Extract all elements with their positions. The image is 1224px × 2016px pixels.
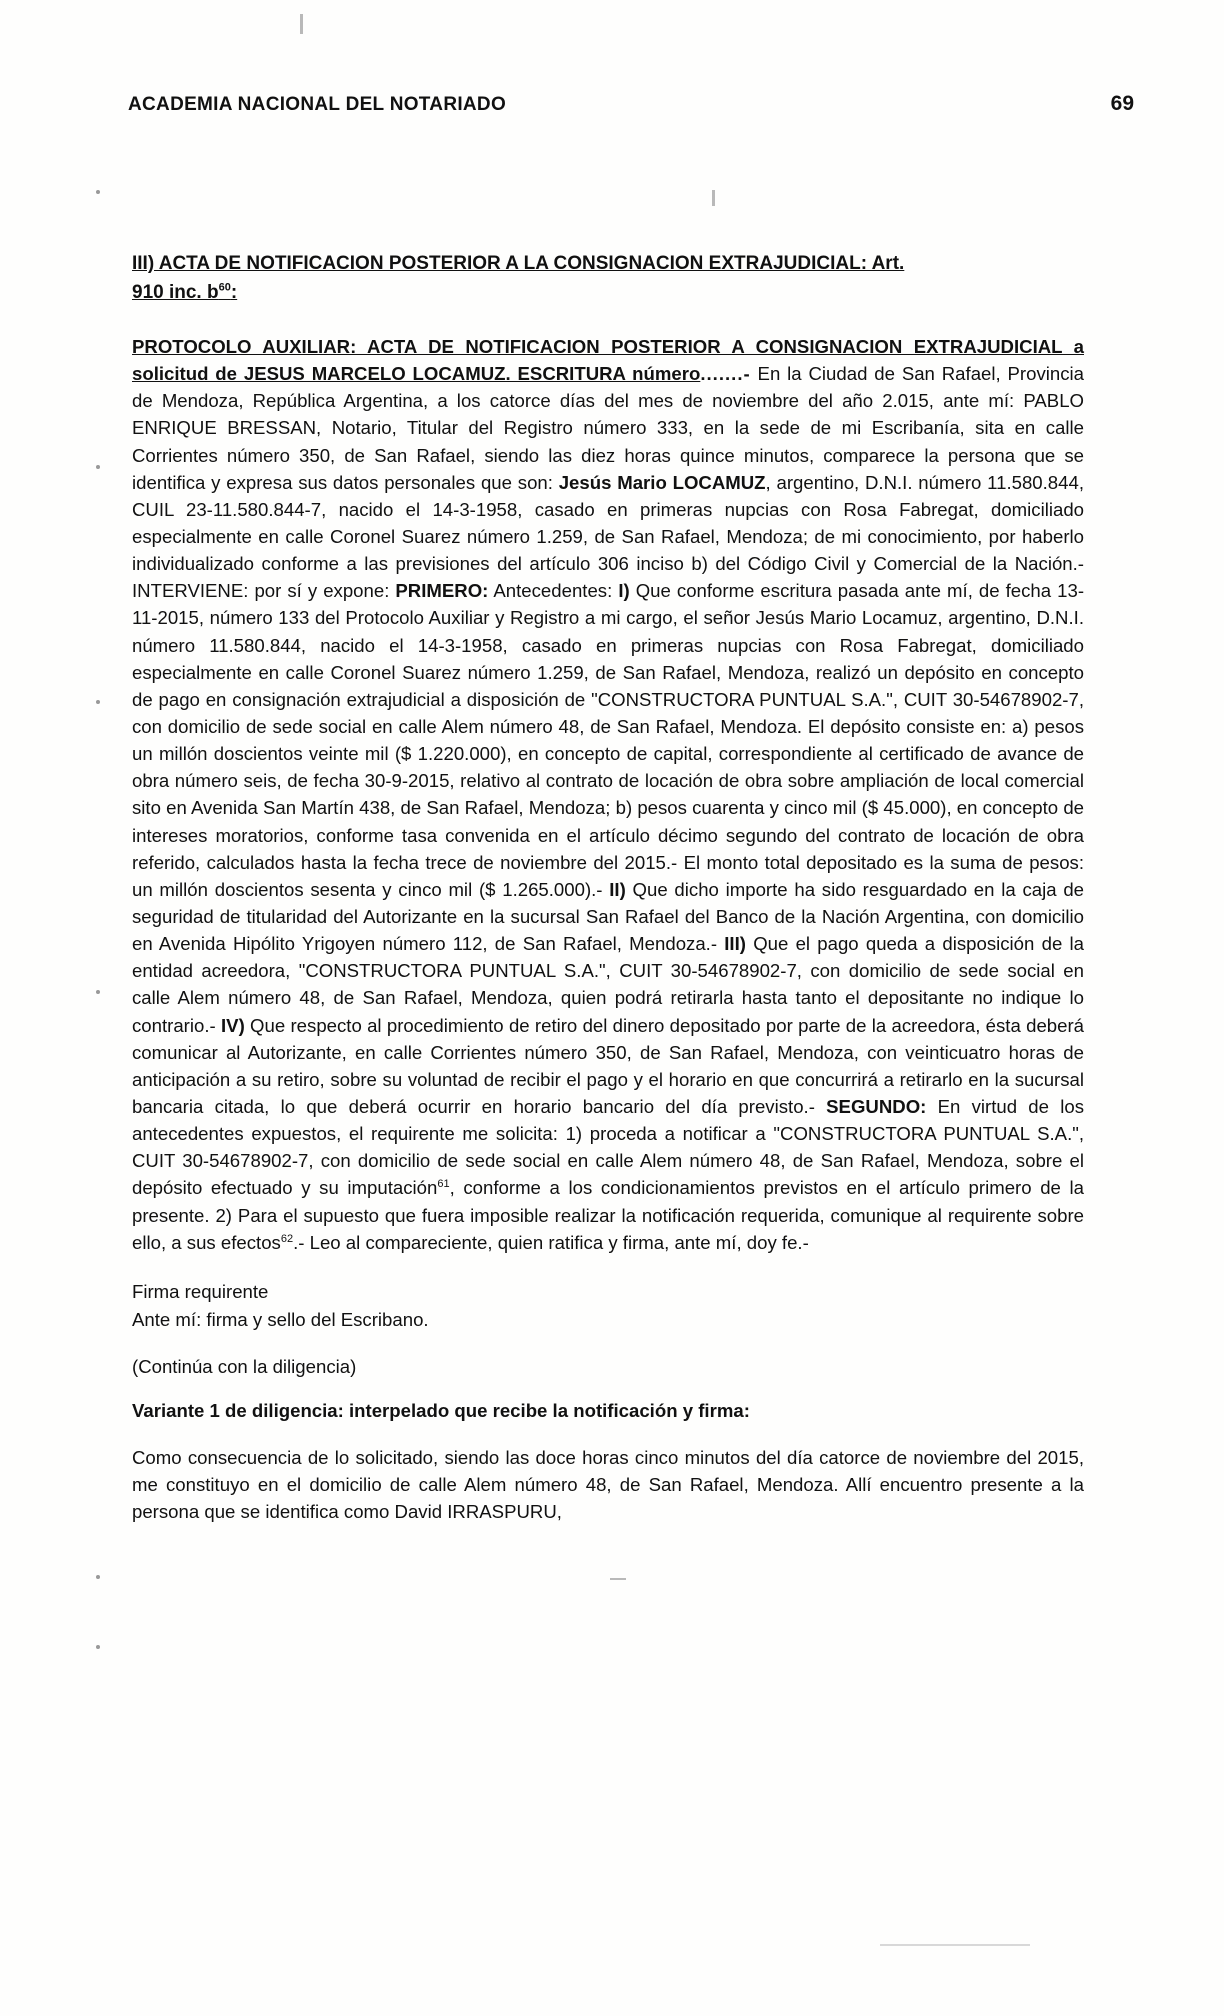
- body-text-8: En virtud de los antecedentes expuestos, el requirente me solicita: 1) proceda a notificar a "CONSTRUCTORA PUNTUAL S.A.", CUIT 30-54678902-7, con domicilio de sede social en calle Alem número 48, de San Rafael, Mendoza, sobre el depósito efectuado y su imputación: [132, 1095, 1085, 1199]
- item-i-label: I): [618, 580, 630, 602]
- section-heading-line1: III) ACTA DE NOTIFICACION POSTERIOR A LA CONSIGNACION EXTRAJUDICIAL: Art.: [132, 253, 905, 274]
- section-heading: [132, 250, 1084, 307]
- continuation-note: (Continúa con la diligencia): [132, 1355, 357, 1377]
- scan-speck: [712, 190, 715, 206]
- protocol-lead: PROTOCOLO AUXILIAR: ACTA DE NOTIFICACION POSTERIOR A CONSIGNACION EXTRAJUDICIAL a solicitud de JESUS MARCELO LOCAMUZ. ESCRITURA número: [132, 336, 1084, 385]
- body-text-1: En la Ciudad de San Rafael, Provincia de Mendoza, República Argentina, a los catorce días del mes de noviembre del año 2.015, ante mí: PABLO ENRIQUE BRESSAN, Notario, Titular del Registro número 333, en la sede de mi Escribanía, sita en calle Corrientes número 350, de San Rafael, siendo las diez horas quince minutos, comparece la persona que se identifica y expresa sus datos personales que son:: [132, 363, 1084, 493]
- margin-speck: [96, 700, 100, 704]
- page-header: [128, 92, 1134, 116]
- header-title: ACADEMIA NACIONAL DEL NOTARIADO: [128, 94, 507, 115]
- section-heading-line2: 910 inc. b: [132, 281, 219, 303]
- section-heading-colon: :: [230, 281, 238, 303]
- page-number: 69: [1110, 92, 1134, 115]
- body-text-6: Que el pago queda a disposición de la entidad acreedora, "CONSTRUCTORA PUNTUAL S.A.", CUIT 30-54678902-7, con domicilio de sede social en calle Alem número 48, de San Rafael, Mendoza, quien podrá retirarla hasta tanto el depositante no indique lo contrario.-: [132, 933, 1084, 1036]
- scan-speck-bottom: [880, 1944, 1030, 1946]
- signature-line-escribano: Ante mí: firma y sello del Escribano.: [132, 1308, 429, 1330]
- body-text-2: , argentino, D.N.I. número 11.580.844, CUIL 23-11.580.844-7, nacido el 14-3-1958, casado en primeras nupcias con Rosa Fabregat, domiciliado especialmente en calle Coronel Suarez número 1.259, de San Rafael, Mendoza; de mi conocimiento, por haberlo individualizado conforme a las previsiones del artículo 306 inciso b) del Código Civil y Comercial de la Nación.- INTERVIENE: por sí y expone:: [132, 471, 1084, 602]
- scan-speck: [300, 14, 303, 34]
- section-heading-footnote: 60: [218, 281, 231, 294]
- body-text-4: Que conforme escritura pasada ante mí, de fecha 13-11-2015, número 133 del Protocolo Auxiliar y Registro a mi cargo, el señor Jesús Mario Locamuz, argentino, D.N.I. número 11.580.844, nacido el 14-3-1958, casado en primeras nupcias con Rosa Fabregat, domiciliado especialmente en calle Coronel Suarez número 1.259, de San Rafael, Mendoza, realizó un depósito en concepto de pago en consignación extrajudicial a disposición de "CONSTRUCTORA PUNTUAL S.A.", CUIT 30-54678902-7, con domicilio de sede social en calle Alem número 48, de San Rafael, Mendoza. El depósito consiste en: a) pesos un millón doscientos veinte mil ($ 1.220.000), en concepto de capital, correspondiente al certificado de avance de obra número seis, de fecha 30-9-2015, relativo al contrato de locación de obra sobre ampliación de local comercial sito en Avenida San Martín 438, de San Rafael, Mendoza; b) pesos cuarenta y cinco mil ($ 45.000), en concepto de intereses moratorios, conforme tasa convenida en el artículo décimo segundo del contrato de locación de obra referido, calculados hasta la fecha trece de noviembre del 2015.- El monto total depositado es la suma de pesos: un millón doscientos sesenta y cinco mil ($ 1.265.000).-: [132, 580, 1085, 900]
- item-ii-label: II): [609, 878, 626, 900]
- footnote-ref-62: 62: [280, 1232, 294, 1245]
- variant-text: Como consecuencia de lo solicitado, siendo las doce horas cinco minutos del día catorce de noviembre del 2015, me constituyo en el domicilio de calle Alem número 48, de San Rafael, Mendoza. Allí encuentro presente a la persona que se identifica como David IRRASPURU,: [132, 1446, 1084, 1522]
- signature-block: [132, 1278, 1084, 1334]
- clause-primero-label: PRIMERO:: [395, 580, 489, 602]
- footnote-ref-61: 61: [437, 1178, 450, 1191]
- body-text-9: , conforme a los condicionamientos previstos en el artículo primero de la presente. 2) Para el supuesto que fuera imposible realizar la notificación requerida, comunique al requirente sobre ello, a sus efectos: [132, 1177, 1084, 1253]
- clause-segundo-label: SEGUNDO:: [826, 1095, 927, 1117]
- body-text-3: Antecedentes:: [488, 580, 619, 602]
- body-text-10: .- Leo al compareciente, quien ratifica y firma, ante mí, doy fe.-: [293, 1231, 809, 1253]
- body-text-7: Que respecto al procedimiento de retiro del dinero depositado por parte de la acreedora, ésta deberá comunicar al Autorizante, en calle Corrientes número 350, de San Rafael, Mendoza, con veinticuatro horas de anticipación a su retiro, sobre su voluntad de recibir el pago y el horario en que concurrirá a retirarlo en la sucursal bancaria citada, lo que deberá ocurrir en horario bancario del día previsto.-: [132, 1014, 1084, 1117]
- margin-speck: [96, 465, 100, 469]
- appearing-party-name: Jesús Mario LOCAMUZ: [558, 471, 766, 493]
- signature-line-requirente: Firma requirente: [132, 1280, 269, 1302]
- margin-speck: [96, 190, 100, 194]
- margin-speck: [96, 990, 100, 994]
- document-body: [132, 250, 1084, 1525]
- escritura-number-blank: .......-: [700, 363, 751, 385]
- body-text-5: Que dicho importe ha sido resguardado en la caja de seguridad de titularidad del Autorizante en la sucursal San Rafael del Banco de la Nación Argentina, con domicilio en Avenida Hipólito Yrigoyen número 112, de San Rafael, Mendoza.-: [132, 878, 1084, 955]
- item-iv-label: IV): [221, 1014, 245, 1036]
- main-paragraph: [132, 333, 1084, 1256]
- item-iii-label: III): [724, 933, 746, 955]
- margin-speck: [96, 1575, 100, 1579]
- margin-speck: [96, 1645, 100, 1649]
- variant-title: Variante 1 de diligencia: interpelado que recibe la notificación y firma:: [132, 1399, 750, 1421]
- scan-speck: [610, 1578, 626, 1580]
